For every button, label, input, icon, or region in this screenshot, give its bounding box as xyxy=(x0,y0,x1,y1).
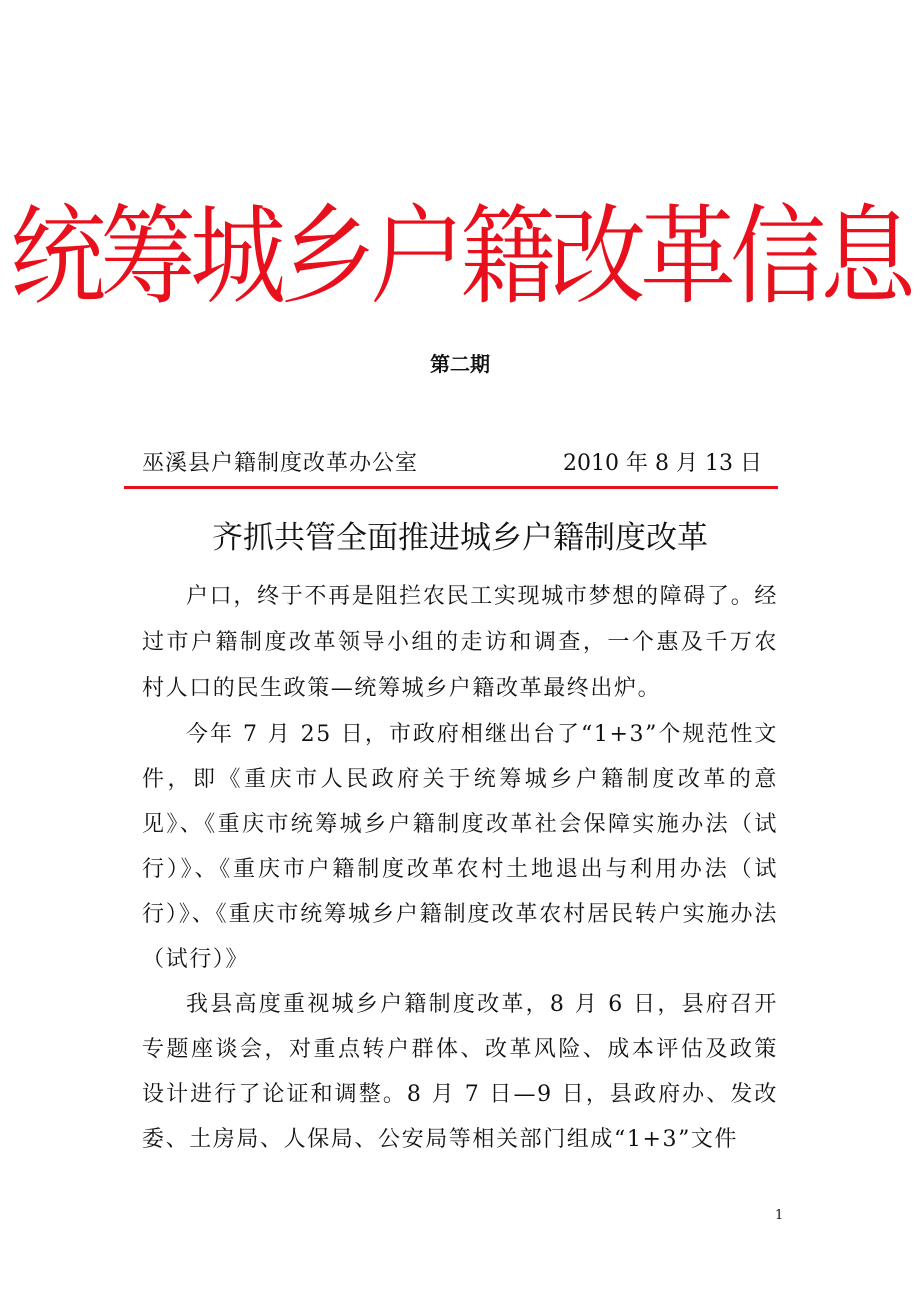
article-headline: 齐抓共管全面推进城乡户籍制度改革 xyxy=(212,520,708,556)
red-divider xyxy=(124,486,778,489)
page-number: 1 xyxy=(775,1208,784,1223)
info-bar xyxy=(142,446,762,482)
issuing-organization: 巫溪县户籍制度改革办公室 xyxy=(142,451,419,476)
article-body xyxy=(142,574,778,1162)
masthead-title: 统筹城乡户籍改革信息 xyxy=(10,193,910,320)
paragraph-1: 户口，终于不再是阻拦农民工实现城市梦想的障碍了。经过市户籍制度改革领导小组的走访和调查，一个惠及千万农村人口的民生政策—统筹城乡户籍改革最终出炉。 xyxy=(142,584,778,701)
issue-number: 第二期 xyxy=(430,352,490,376)
paragraph-3: 我县高度重视城乡户籍制度改革，8 月 6 日，县府召开专题座谈会，对重点转户群体、改革风险、成本评估及政策设计进行了论证和调整。8 月 7 日—9 日，县政府办、发改委、土房局、人保局、公安局等相关部门组成“1+3”文件 xyxy=(142,992,778,1152)
paragraph-2: 今年 7 月 25 日，市政府相继出台了“1+3”个规范性文件，即《重庆市人民政府关于统筹城乡户籍制度改革的意见》、《重庆市统筹城乡户籍制度改革社会保障实施办法（试行）》、《重庆市户籍制度改革农村土地退出与利用办法（试行）》、《重庆市统筹城乡户籍制度改革农村居民转户实施办法（试行）》 xyxy=(142,722,778,972)
issue-date: 2010 年 8 月 13 日 xyxy=(563,451,762,476)
